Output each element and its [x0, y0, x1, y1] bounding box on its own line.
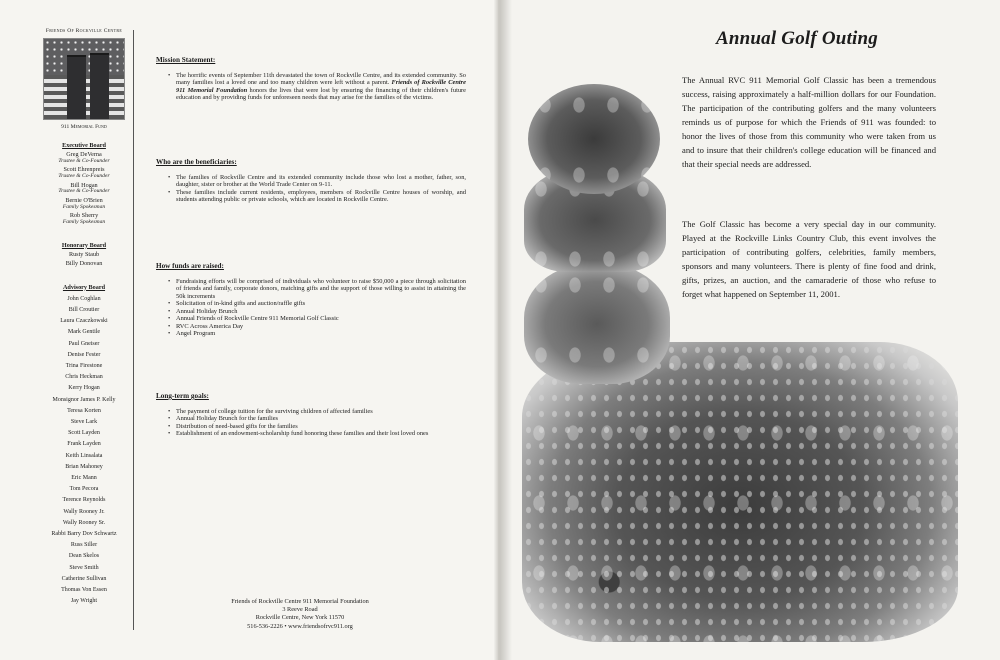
advisory-member-name: Wally Rooney Sr. — [62, 519, 106, 526]
beneficiaries-section — [156, 158, 466, 204]
foundation-name: Friends of Rockville Centre 911 Memorial Foundation — [176, 79, 466, 94]
advisory-member-name: Terence Reynolds — [62, 497, 106, 504]
honorary-member-name: Rusty Staub — [68, 250, 100, 258]
advisory-member-name: Thomas Von Essen — [61, 587, 107, 594]
advisory-member-name: Kerry Hogan — [68, 385, 100, 392]
advisory-member-name: Mark Gentile — [67, 329, 101, 336]
golf-paragraph-2: The Golf Classic has become a very special day in our community. Played at the Rockville Links Country Club, this event involves the participation of contributing golfers, celebrities, family members, sponsors and many volunteers. There is plenty of fine food and drink, gifts, prizes, an auction, and the camaraderie of those who refuse to forget what happened on September 11, 2001. — [682, 219, 936, 299]
advisory-board-heading: Advisory Board — [62, 283, 106, 291]
board-member-role: Family Spokesman — [62, 203, 106, 210]
honorary-board-heading: Honorary Board — [61, 241, 107, 249]
list-item: • The payment of college tuition for the surviving children of affected families — [168, 408, 466, 415]
goals-section — [156, 392, 466, 438]
org-name: Friends Of Rockville Centre — [45, 28, 123, 34]
executive-board-list — [36, 152, 132, 226]
funds-section — [156, 262, 466, 337]
honorary-member-name: Billy Donovan — [65, 260, 103, 268]
executive-board-heading: Executive Board — [62, 142, 106, 149]
advisory-board-list — [36, 294, 132, 608]
fund-name: 911 Memorial Fund — [61, 124, 107, 130]
board-member-role: Trustee & Co-Founder — [58, 172, 110, 179]
mission-section — [156, 56, 466, 102]
sidebar-divider — [133, 30, 134, 630]
advisory-member-name: Paul Gneiser — [68, 340, 100, 347]
list-item: • Angel Program — [168, 330, 466, 337]
advisory-member-name: Steve Lark — [70, 419, 98, 426]
board-member-role: Trustee & Co-Founder — [58, 188, 110, 195]
contact-line: 516-536-2226 • www.friendsofrvc911.org — [247, 622, 353, 630]
board-member-name: Greg DeVerna — [66, 151, 102, 158]
list-item: • Annual Friends of Rockville Centre 911 Memorial Golf Classic — [168, 315, 466, 322]
beneficiaries-heading: Who are the beneficiaries: — [156, 158, 237, 166]
goals-heading: Long-term goals: — [156, 392, 209, 400]
list-item: • Annual Holiday Brunch for the families — [168, 415, 466, 422]
advisory-member-name: Bill Croutier — [68, 307, 100, 313]
honorary-board-list — [36, 252, 132, 268]
board-member-name: Rob Sherry — [69, 212, 99, 220]
advisory-member-name: Monsignor James P. Kelly — [52, 396, 116, 403]
guests-portrait-photo — [528, 84, 660, 194]
advisory-member-name: Frank Layden — [67, 441, 101, 448]
advisory-member-name: Scott Layden — [68, 430, 100, 437]
board-member-name: Bernie O'Brien — [65, 197, 103, 205]
funds-list — [156, 278, 466, 337]
page-title: Annual Golf Outing — [716, 28, 878, 49]
advisory-member-name: Russ Siller — [70, 542, 98, 549]
list-item: • Annual Holiday Brunch — [168, 308, 466, 315]
foundation-address: Friends of Rockville Centre 911 Memorial Foundation 3 Reeve Road Rockville Centre, New York 11570 516-536-2226 • www.friendsofrvc911.org — [200, 598, 400, 631]
goals-list — [156, 408, 466, 438]
list-item: • Establishment of an endowment-scholarship fund honoring these families and their lost loved ones — [168, 430, 466, 437]
advisory-member-name: Denise Fester — [67, 351, 101, 358]
sidebar — [36, 28, 132, 607]
board-member-name: Bill Hogan — [70, 181, 98, 189]
board-member-role: Family Spokesman — [62, 218, 106, 225]
advisory-member-name: Teresa Korten — [67, 407, 101, 414]
golfers-swing-photo — [524, 264, 670, 384]
advisory-member-name: Steve Smith — [69, 564, 99, 571]
mission-heading: Mission Statement: — [156, 56, 216, 64]
list-item: • RVC Across America Day — [168, 323, 466, 330]
advisory-member-name: Tom Pecora — [69, 486, 99, 493]
list-item: • Distribution of need-based gifts for the families — [168, 423, 466, 430]
mission-text: • The horrific events of September 11th devastated the town of Rockville Centre, and its extended community. So many families lost a loved one and too many children were left without a parent. Friends of Rockville Centre 911 Memorial Foundation honors the lives that were lost by ensuring the financing of their children's future education and by providing funds for unforeseen needs that may arise for the families of the victims. — [168, 72, 466, 102]
advisory-member-name: Wally Rooney Jr. — [63, 508, 105, 515]
advisory-member-name: Brian Mahoney — [65, 463, 103, 470]
board-member-name: Scott Ehrenpreis — [63, 166, 105, 174]
advisory-member-name: Dean Skelos — [68, 553, 100, 560]
list-item: • Solicitation of in-kind gifts and auction/raffle gifts — [168, 300, 466, 307]
tower-icon — [90, 53, 109, 119]
advisory-member-name: Catherine Sullivan — [61, 575, 107, 582]
list-item: • These families include current residents, employees, members of Rockville Centre houses of worship, and students attending public or private schools, which are located in Rockville Centre. — [168, 189, 466, 204]
beneficiaries-list — [156, 174, 466, 204]
twin-towers-flag-logo — [43, 38, 125, 120]
list-item: • The families of Rockville Centre and its extended community include those who lost a mother, father, son, daughter, sister or brother at the World Trade Center on 9-11. — [168, 174, 466, 189]
advisory-member-name: Rabbi Barry Dov Schwartz — [51, 531, 117, 538]
advisory-member-name: Chris Heckman — [65, 374, 103, 381]
advisory-member-name: Jay Wright — [70, 598, 98, 605]
advisory-member-name: Keith Linsalata — [65, 452, 103, 459]
advisory-member-name: John Coghlan — [67, 295, 101, 302]
list-item: • Fundraising efforts will be comprised of individuals who volunteer to raise $50,000 a piece through solicitation of friends and family, corporate donors, matching gifts and the support of those willing to assist in attaining the 50k increments — [168, 278, 466, 300]
advisory-member-name: Trina Firestone — [65, 363, 103, 370]
board-member-role: Trustee & Co-Founder — [58, 157, 110, 164]
advisory-member-name: Laura Czaczkowski — [60, 318, 108, 325]
group-photo — [522, 342, 958, 642]
advisory-member-name: Eric Mann — [71, 475, 97, 482]
tower-icon — [67, 55, 86, 119]
funds-heading: How funds are raised: — [156, 262, 224, 270]
golf-paragraph-1: The Annual RVC 911 Memorial Golf Classic has been a tremendous success, raising approximately a half-million dollars for our Foundation. The participation of the contributing golfers and the many volunteers reminds us of purpose for which the Friends of 911 was founded: to honor the lives of those from this community who were taken from us and to insure that their children's college education will be financed and that their special needs are addressed. — [682, 75, 936, 169]
